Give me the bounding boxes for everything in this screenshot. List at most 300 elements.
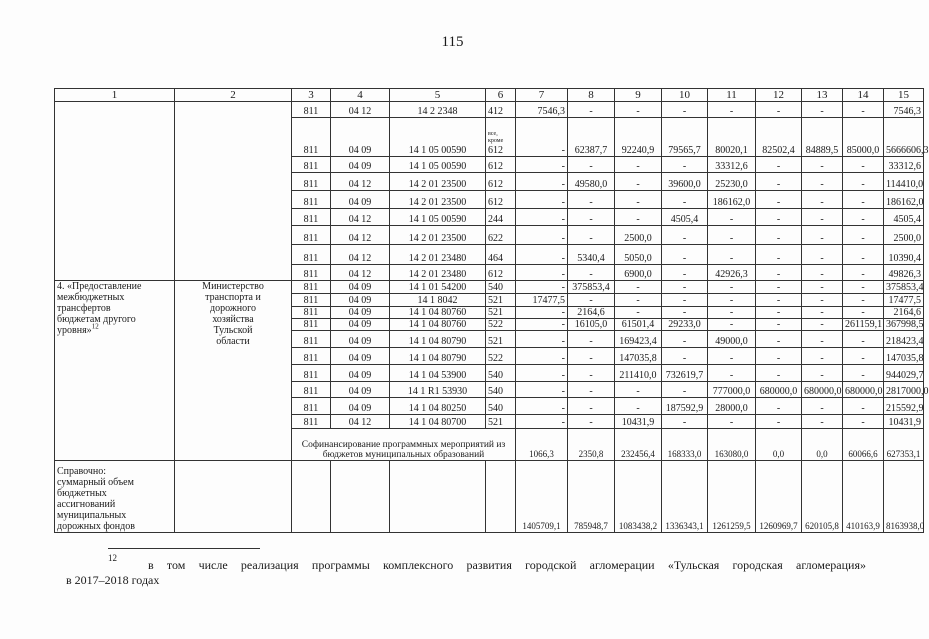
header-cell: 7 — [516, 89, 568, 102]
cofinancing-value-c10: 168333,0 — [662, 429, 708, 461]
expense-type-cell — [486, 281, 516, 294]
value-cell-c9: 6900,0 — [615, 265, 662, 281]
expense-type-cell — [486, 118, 516, 157]
header-cell: 2 — [175, 89, 292, 102]
value-cell-c13: - — [802, 173, 843, 191]
value-cell-c10: - — [662, 307, 708, 319]
section-code-cell: 04 09 — [331, 191, 390, 209]
expense-type-cell — [486, 173, 516, 191]
value-cell-c15: 49826,3 — [884, 265, 924, 281]
value-cell-c14: - — [843, 415, 884, 429]
value-cell-c11: - — [708, 281, 756, 294]
target-code-cell: 14 2 01 23500 — [390, 173, 486, 191]
value-cell-c11: 49000,0 — [708, 331, 756, 348]
section-code-cell: 04 09 — [331, 307, 390, 319]
value-cell-c13: - — [802, 281, 843, 294]
empty-cell — [390, 461, 486, 533]
section-code-cell: 04 12 — [331, 209, 390, 226]
value-cell-c7: - — [516, 319, 568, 331]
expense-type-value: 244 — [488, 214, 503, 225]
value-cell-c11: - — [708, 415, 756, 429]
cofinancing-value-c12: 0,0 — [756, 429, 802, 461]
value-cell-c7: - — [516, 191, 568, 209]
value-cell-c15: 17477,5 — [884, 294, 924, 307]
value-cell-c8: - — [568, 265, 615, 281]
expense-type-cell — [486, 191, 516, 209]
value-cell-c12: - — [756, 307, 802, 319]
org-code-cell: 811 — [292, 382, 331, 398]
value-cell-c7: - — [516, 226, 568, 245]
section-code-cell: 04 09 — [331, 365, 390, 382]
footnote-mark: 12 — [108, 553, 117, 563]
value-cell-c7: 17477,5 — [516, 294, 568, 307]
value-cell-c15: 215592,9 — [884, 398, 924, 415]
ministry-line: дорожного — [210, 303, 256, 314]
target-code-cell: 14 1 04 80790 — [390, 348, 486, 365]
value-cell-c7: - — [516, 398, 568, 415]
reference-line: ассигнований — [57, 499, 116, 510]
reference-value-c13: 620105,8 — [802, 461, 843, 533]
value-cell-c14: - — [843, 365, 884, 382]
header-cell: 6 — [486, 89, 516, 102]
value-cell-c13: - — [802, 157, 843, 173]
reference-value-c10: 1336343,1 — [662, 461, 708, 533]
value-cell-c10: - — [662, 265, 708, 281]
header-cell: 3 — [292, 89, 331, 102]
reference-line: суммарный объем — [57, 477, 134, 488]
header-cell: 5 — [390, 89, 486, 102]
expense-type-cell — [486, 102, 516, 118]
expense-type-value: 540 — [488, 386, 503, 397]
cofinancing-value-c9: 232456,4 — [615, 429, 662, 461]
value-cell-c9: - — [615, 294, 662, 307]
value-cell-c13: - — [802, 226, 843, 245]
value-cell-c14: 261159,1 — [843, 319, 884, 331]
value-cell-c9: 147035,8 — [615, 348, 662, 365]
header-cell: 11 — [708, 89, 756, 102]
expense-type-value: 622 — [488, 233, 503, 244]
value-cell-c7: - — [516, 209, 568, 226]
ministry-line: Тульской — [213, 325, 253, 336]
description-line: трансфертов — [57, 303, 111, 314]
value-cell-c12: 680000,0 — [756, 382, 802, 398]
header-cell: 8 — [568, 89, 615, 102]
program-description — [55, 281, 175, 461]
expense-type-cell — [486, 245, 516, 265]
value-cell-c11: - — [708, 209, 756, 226]
value-cell-c14: - — [843, 173, 884, 191]
value-cell-c12: - — [756, 102, 802, 118]
value-cell-c9: - — [615, 398, 662, 415]
expense-type-value: 521 — [488, 417, 503, 428]
value-cell-c10: - — [662, 348, 708, 365]
section-code-cell: 04 09 — [331, 348, 390, 365]
reference-value-c8: 785948,7 — [568, 461, 615, 533]
empty-cell — [486, 461, 516, 533]
cofinancing-value-c7: 1066,3 — [516, 429, 568, 461]
target-code-cell: 14 1 04 53900 — [390, 365, 486, 382]
expense-type-value: 522 — [488, 319, 503, 330]
value-cell-c15: 2164,6 — [884, 307, 924, 319]
value-cell-c12: - — [756, 294, 802, 307]
target-code-cell: 14 1 04 80700 — [390, 415, 486, 429]
value-cell-c7: - — [516, 348, 568, 365]
section-code-cell: 04 12 — [331, 245, 390, 265]
value-cell-c9: 61501,4 — [615, 319, 662, 331]
expense-type-value: 612 — [488, 161, 503, 172]
value-cell-c8: - — [568, 157, 615, 173]
org-code-cell: 811 — [292, 415, 331, 429]
expense-type-value: 612 — [488, 197, 503, 208]
page-number: 115 — [441, 34, 464, 50]
expense-type-value: 540 — [488, 282, 503, 293]
value-cell-c8: - — [568, 415, 615, 429]
value-cell-c14: - — [843, 245, 884, 265]
value-cell-c9: - — [615, 281, 662, 294]
value-cell-c12: - — [756, 173, 802, 191]
target-code-cell: 14 1 05 00590 — [390, 118, 486, 157]
reference-line: дорожных фондов — [57, 521, 135, 532]
target-code-cell: 14 2 01 23500 — [390, 226, 486, 245]
expense-type-cell — [486, 226, 516, 245]
value-cell-c8: 5340,4 — [568, 245, 615, 265]
value-cell-c10: 187592,9 — [662, 398, 708, 415]
value-cell-c12: - — [756, 265, 802, 281]
target-code-cell: 14 2 01 23480 — [390, 245, 486, 265]
empty-cell — [331, 461, 390, 533]
target-code-cell: 14 1 04 80760 — [390, 307, 486, 319]
value-cell-c15: 5666606,3 — [884, 118, 924, 157]
value-cell-c14: - — [843, 226, 884, 245]
cofinancing-value-c11: 163080,0 — [708, 429, 756, 461]
value-cell-c10: - — [662, 245, 708, 265]
value-cell-c12: - — [756, 319, 802, 331]
value-cell-c10: - — [662, 382, 708, 398]
footnote-ref: 12 — [91, 322, 99, 331]
target-code-cell: 14 1 01 54200 — [390, 281, 486, 294]
expense-type-value: 412 — [488, 106, 503, 117]
header-cell: 10 — [662, 89, 708, 102]
value-cell-c10: - — [662, 294, 708, 307]
value-cell-c8: - — [568, 365, 615, 382]
value-cell-c14: - — [843, 294, 884, 307]
table-row — [55, 102, 924, 118]
reference-value-c9: 1083438,2 — [615, 461, 662, 533]
value-cell-c14: - — [843, 348, 884, 365]
header-cell: 12 — [756, 89, 802, 102]
value-cell-c10: - — [662, 331, 708, 348]
target-code-cell: 14 2 01 23500 — [390, 191, 486, 209]
value-cell-c9: 92240,9 — [615, 118, 662, 157]
org-code-cell: 811 — [292, 281, 331, 294]
value-cell-c11: - — [708, 294, 756, 307]
reference-value-c15: 8163938,0 — [884, 461, 924, 533]
value-cell-c15: 114410,0 — [884, 173, 924, 191]
expense-type-value: 612 — [488, 145, 503, 156]
reference-line: бюджетных — [57, 488, 107, 499]
org-code-cell: 811 — [292, 365, 331, 382]
value-cell-c12: - — [756, 415, 802, 429]
value-cell-c13: - — [802, 415, 843, 429]
value-cell-c10: - — [662, 281, 708, 294]
value-cell-c14: 85000,0 — [843, 118, 884, 157]
value-cell-c10: - — [662, 415, 708, 429]
value-cell-c15: 4505,4 — [884, 209, 924, 226]
expense-type-value: 612 — [488, 179, 503, 190]
value-cell-c12: - — [756, 191, 802, 209]
value-cell-c11: 186162,0 — [708, 191, 756, 209]
cofinancing-value-c14: 60066,6 — [843, 429, 884, 461]
cofinancing-value-c13: 0,0 — [802, 429, 843, 461]
expense-type-value: 521 — [488, 336, 503, 347]
value-cell-c11: 777000,0 — [708, 382, 756, 398]
expense-type-cell — [486, 294, 516, 307]
value-cell-c11: - — [708, 226, 756, 245]
empty-cell — [55, 102, 175, 281]
value-cell-c11: - — [708, 307, 756, 319]
value-cell-c13: - — [802, 348, 843, 365]
expense-type-cell — [486, 265, 516, 281]
expense-type-cell — [486, 348, 516, 365]
value-cell-c14: - — [843, 157, 884, 173]
org-code-cell: 811 — [292, 245, 331, 265]
section-code-cell: 04 09 — [331, 398, 390, 415]
footnote-text — [66, 558, 866, 588]
target-code-cell: 14 2 2348 — [390, 102, 486, 118]
budget-table — [54, 88, 929, 533]
value-cell-c7: - — [516, 245, 568, 265]
ministry-line: области — [216, 336, 250, 347]
value-cell-c12: - — [756, 331, 802, 348]
value-cell-c12: - — [756, 226, 802, 245]
value-cell-c14: - — [843, 307, 884, 319]
value-cell-c15: 2817000,0 — [884, 382, 924, 398]
section-code-cell: 04 09 — [331, 118, 390, 157]
org-code-cell: 811 — [292, 173, 331, 191]
target-code-cell: 14 1 R1 53930 — [390, 382, 486, 398]
value-cell-c12: - — [756, 348, 802, 365]
value-cell-c15: 186162,0 — [884, 191, 924, 209]
value-cell-c7: - — [516, 331, 568, 348]
value-cell-c9: - — [615, 382, 662, 398]
value-cell-c9: - — [615, 209, 662, 226]
description-line: бюджетам другого — [57, 314, 136, 325]
value-cell-c12: - — [756, 245, 802, 265]
value-cell-c10: 39600,0 — [662, 173, 708, 191]
value-cell-c9: - — [615, 102, 662, 118]
ministry-line: Министерство — [202, 281, 264, 292]
header-row — [55, 89, 924, 102]
target-code-cell: 14 1 04 80250 — [390, 398, 486, 415]
target-code-cell: 14 1 05 00590 — [390, 209, 486, 226]
org-code-cell: 811 — [292, 157, 331, 173]
org-code-cell: 811 — [292, 319, 331, 331]
section-code-cell: 04 12 — [331, 102, 390, 118]
value-cell-c7: - — [516, 382, 568, 398]
value-cell-c10: 29233,0 — [662, 319, 708, 331]
value-cell-c11: - — [708, 348, 756, 365]
expense-type-cell — [486, 415, 516, 429]
value-cell-c8: 375853,4 — [568, 281, 615, 294]
expense-type-cell — [486, 157, 516, 173]
value-cell-c10: 4505,4 — [662, 209, 708, 226]
target-code-cell: 14 1 05 00590 — [390, 157, 486, 173]
header-cell: 13 — [802, 89, 843, 102]
header-cell: 1 — [55, 89, 175, 102]
expense-type-cell — [486, 382, 516, 398]
value-cell-c10: - — [662, 226, 708, 245]
expense-type-cell — [486, 365, 516, 382]
expense-note: все, кроме — [488, 131, 504, 144]
value-cell-c9: - — [615, 173, 662, 191]
value-cell-c8: - — [568, 226, 615, 245]
value-cell-c9: - — [615, 191, 662, 209]
org-code-cell: 811 — [292, 226, 331, 245]
value-cell-c11: 42926,3 — [708, 265, 756, 281]
expense-type-cell — [486, 307, 516, 319]
empty-cell — [292, 461, 331, 533]
value-cell-c8: - — [568, 209, 615, 226]
org-code-cell: 811 — [292, 294, 331, 307]
value-cell-c15: 147035,8 — [884, 348, 924, 365]
footnote-line-2: в 2017–2018 годах — [66, 573, 160, 587]
value-cell-c11: 33312,6 — [708, 157, 756, 173]
org-code-cell: 811 — [292, 102, 331, 118]
value-cell-c11: - — [708, 365, 756, 382]
value-cell-c11: - — [708, 319, 756, 331]
value-cell-c9: 5050,0 — [615, 245, 662, 265]
reference-line: муниципальных — [57, 510, 127, 521]
value-cell-c13: - — [802, 319, 843, 331]
org-code-cell: 811 — [292, 191, 331, 209]
value-cell-c11: - — [708, 102, 756, 118]
value-cell-c10: - — [662, 191, 708, 209]
value-cell-c12: - — [756, 365, 802, 382]
cofinancing-label: Софинансирование программных мероприятий из бюджетов муниципальных образований — [292, 429, 516, 461]
value-cell-c15: 7546,3 — [884, 102, 924, 118]
footnote-divider — [108, 548, 260, 549]
org-code-cell: 811 — [292, 307, 331, 319]
value-cell-c10: 79565,7 — [662, 118, 708, 157]
section-code-cell: 04 09 — [331, 319, 390, 331]
value-cell-c12: - — [756, 398, 802, 415]
value-cell-c14: - — [843, 398, 884, 415]
reference-value-c14: 410163,9 — [843, 461, 884, 533]
value-cell-c7: - — [516, 281, 568, 294]
value-cell-c9: - — [615, 307, 662, 319]
section-code-cell: 04 09 — [331, 281, 390, 294]
cofinancing-value-c15: 627353,1 — [884, 429, 924, 461]
header-cell: 14 — [843, 89, 884, 102]
responsible-ministry — [175, 281, 292, 461]
expense-type-value: 522 — [488, 353, 503, 364]
section-code-cell: 04 09 — [331, 294, 390, 307]
value-cell-c10: - — [662, 157, 708, 173]
value-cell-c7: 7546,3 — [516, 102, 568, 118]
value-cell-c8: - — [568, 102, 615, 118]
footnote-line-1: в том числе реализация программы комплексного развития городской агломерации «Тульская городская агломерация» — [148, 558, 866, 572]
value-cell-c8: - — [568, 191, 615, 209]
table-row — [55, 281, 924, 294]
expense-type-cell — [486, 398, 516, 415]
section-code-cell: 04 09 — [331, 331, 390, 348]
value-cell-c7: - — [516, 118, 568, 157]
value-cell-c13: - — [802, 365, 843, 382]
expense-type-value: 521 — [488, 295, 503, 306]
expense-type-value: 540 — [488, 370, 503, 381]
value-cell-c8: - — [568, 382, 615, 398]
expense-type-cell — [486, 319, 516, 331]
section-code-cell: 04 12 — [331, 415, 390, 429]
value-cell-c13: 84889,5 — [802, 118, 843, 157]
reference-value-c12: 1260969,7 — [756, 461, 802, 533]
value-cell-c10: - — [662, 102, 708, 118]
value-cell-c13: - — [802, 191, 843, 209]
value-cell-c14: - — [843, 265, 884, 281]
value-cell-c8: 49580,0 — [568, 173, 615, 191]
value-cell-c13: - — [802, 209, 843, 226]
value-cell-c8: 16105,0 — [568, 319, 615, 331]
expense-type-value: 540 — [488, 403, 503, 414]
value-cell-c12: 82502,4 — [756, 118, 802, 157]
value-cell-c13: - — [802, 294, 843, 307]
value-cell-c8: - — [568, 348, 615, 365]
value-cell-c15: 944029,7 — [884, 365, 924, 382]
ministry-line: хозяйства — [212, 314, 254, 325]
value-cell-c9: 10431,9 — [615, 415, 662, 429]
reference-value-c7: 1405709,1 — [516, 461, 568, 533]
value-cell-c8: - — [568, 398, 615, 415]
cofinancing-value-c8: 2350,8 — [568, 429, 615, 461]
org-code-cell: 811 — [292, 209, 331, 226]
value-cell-c13: - — [802, 307, 843, 319]
empty-cell — [175, 102, 292, 281]
description-line: межбюджетных — [57, 292, 125, 303]
value-cell-c7: - — [516, 173, 568, 191]
value-cell-c14: 680000,0 — [843, 382, 884, 398]
section-code-cell: 04 09 — [331, 382, 390, 398]
org-code-cell: 811 — [292, 118, 331, 157]
value-cell-c15: 375853,4 — [884, 281, 924, 294]
reference-line: Справочно: — [57, 466, 107, 477]
expense-type-value: 612 — [488, 269, 503, 280]
target-code-cell: 14 1 8042 — [390, 294, 486, 307]
value-cell-c7: - — [516, 307, 568, 319]
target-code-cell: 14 2 01 23480 — [390, 265, 486, 281]
value-cell-c15: 367998,5 — [884, 319, 924, 331]
org-code-cell: 811 — [292, 265, 331, 281]
value-cell-c13: - — [802, 398, 843, 415]
value-cell-c14: - — [843, 102, 884, 118]
value-cell-c9: 169423,4 — [615, 331, 662, 348]
reference-label — [55, 461, 175, 533]
value-cell-c15: 10390,4 — [884, 245, 924, 265]
org-code-cell: 811 — [292, 348, 331, 365]
value-cell-c12: - — [756, 209, 802, 226]
value-cell-c8: 2164,6 — [568, 307, 615, 319]
target-code-cell: 14 1 04 80760 — [390, 319, 486, 331]
target-code-cell: 14 1 04 80790 — [390, 331, 486, 348]
header-cell: 9 — [615, 89, 662, 102]
value-cell-c12: - — [756, 157, 802, 173]
org-code-cell: 811 — [292, 331, 331, 348]
value-cell-c11: - — [708, 245, 756, 265]
value-cell-c9: 2500,0 — [615, 226, 662, 245]
value-cell-c7: - — [516, 157, 568, 173]
expense-type-value: 464 — [488, 253, 503, 264]
expense-type-value: 521 — [488, 307, 503, 318]
section-code-cell: 04 12 — [331, 265, 390, 281]
